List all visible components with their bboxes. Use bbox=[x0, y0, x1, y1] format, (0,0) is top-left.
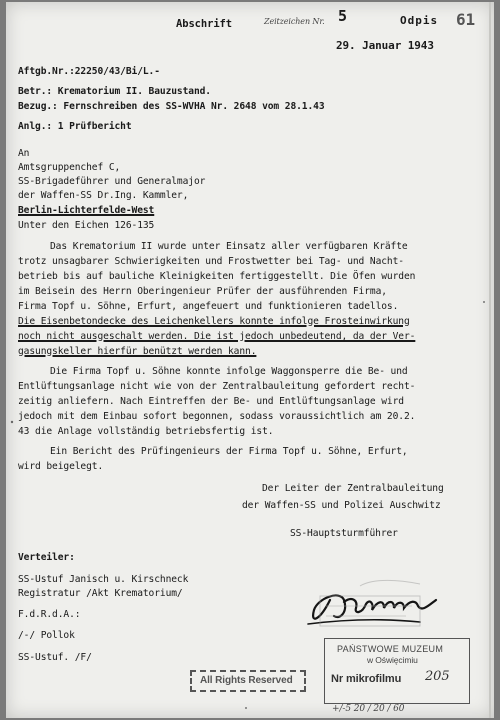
body-p3-line-2: wird beigelegt. bbox=[18, 461, 104, 472]
body-p1-line-1: Das Krematorium II wurde unter Einsatz aller verfügbaren Kräfte bbox=[50, 241, 408, 252]
bottom-handwritten-number: +/-5 20 / 20 / 60 bbox=[332, 704, 405, 714]
address-line-2: SS-Brigadeführer und Generalmajor bbox=[18, 176, 206, 187]
body-p1-line-3: betrieb bis auf bauliche Kleinigkeiten fertiggestellt. Die Öfen wurden bbox=[18, 271, 416, 282]
mikrofilm-number: 205 bbox=[425, 669, 450, 684]
body-p2-line-4: jedoch mit dem Einbau sofort begonnen, sodass voraussichtlich am 20.2. bbox=[18, 411, 416, 422]
zeitzeichen-number: 5 bbox=[338, 7, 347, 25]
body-p2-line-5: 43 die Anlage vollständig betriebsfertig ist. bbox=[18, 426, 274, 437]
closing-line-3: SS-Hauptsturmführer bbox=[290, 528, 398, 539]
bezug-line: Bezug.: Fernschreiben des SS-WVHA Nr. 2648 vom 28.1.43 bbox=[18, 101, 325, 112]
verteiler-line-4: /-/ Pollok bbox=[18, 630, 75, 641]
body-p3-line-1: Ein Bericht des Prüfingenieurs der Firma Topf u. Söhne, Erfurt, bbox=[50, 446, 408, 457]
zeitzeichen-label: Zeitzeichen Nr. bbox=[264, 17, 325, 26]
museum-city: w Oświęcimiu bbox=[367, 655, 418, 665]
verteiler-line-2: Registratur /Akt Krematorium/ bbox=[18, 588, 183, 599]
address-line-4: Berlin-Lichterfelde-West bbox=[18, 205, 155, 216]
body-p1-line-2: trotz unsagbarer Schwierigkeiten und Frostwetter bei Tag- und Nacht- bbox=[18, 256, 404, 267]
aktenzeichen: Aftgb.Nr.:22250/43/Bi/L.- bbox=[18, 66, 160, 77]
body-p1-line-8: gasungskeller hierfür benützt werden kann. bbox=[18, 346, 257, 357]
body-p2-line-3: zeitig anliefern. Nach Eintreffen der Be- und Entlüftungsanlage wird bbox=[18, 396, 404, 407]
document-page bbox=[6, 2, 494, 718]
body-p2-line-1: Die Firma Topf u. Söhne konnte infolge Waggonsperre die Be- und bbox=[50, 366, 408, 377]
rights-stamp-text: All Rights Reserved bbox=[200, 675, 293, 686]
verteiler-line-1: SS-Ustuf Janisch u. Kirschneck bbox=[18, 574, 189, 585]
address-line-3: der Waffen-SS Dr.Ing. Kammler, bbox=[18, 190, 189, 201]
body-p1-line-5: Firma Topf u. Söhne, Erfurt, angefeuert und funktionieren tadellos. bbox=[18, 301, 399, 312]
body-p1-line-7: noch nicht ausgeschalt werden. Die ist jedoch unbedeutend, da der Ver- bbox=[18, 331, 416, 342]
anlage-line: Anlg.: 1 Prüfbericht bbox=[18, 121, 132, 132]
body-p1-line-6: Die Eisenbetondecke des Leichenkellers konnte infolge Frosteinwirkung bbox=[18, 316, 410, 327]
address-an: An bbox=[18, 148, 30, 159]
address-line-5: Unter den Eichen 126-135 bbox=[18, 220, 155, 231]
scan-noise bbox=[6, 2, 494, 718]
mikrofilm-label: Nr mikrofilmu bbox=[331, 673, 402, 685]
museum-name: PAŃSTWOWE MUZEUM bbox=[337, 644, 444, 654]
verteiler-line-5: SS-Ustuf. /F/ bbox=[18, 652, 92, 663]
odpis-label: Odpis bbox=[400, 14, 439, 27]
body-p1-line-4: im Beisein des Herrn Oberingenieur Prüfer der ausführenden Firma, bbox=[18, 286, 387, 297]
closing-line-2: der Waffen-SS und Polizei Auschwitz bbox=[242, 500, 441, 511]
address-line-1: Amtsgruppenchef C, bbox=[18, 162, 121, 173]
betreff-line: Betr.: Krematorium II. Bauzustand. bbox=[18, 86, 211, 97]
letter-date: 29. Januar 1943 bbox=[336, 39, 434, 52]
abschrift-label: Abschrift bbox=[176, 18, 232, 30]
body-p2-line-2: Entlüftungsanlage nicht wie von der Zentralbauleitung gefordert recht- bbox=[18, 381, 416, 392]
verteiler-title: Verteiler: bbox=[18, 552, 75, 563]
closing-line-1: Der Leiter der Zentralbauleitung bbox=[262, 483, 444, 494]
verteiler-line-3: F.d.R.d.A.: bbox=[18, 609, 81, 620]
corner-mark: 61 bbox=[456, 10, 476, 29]
